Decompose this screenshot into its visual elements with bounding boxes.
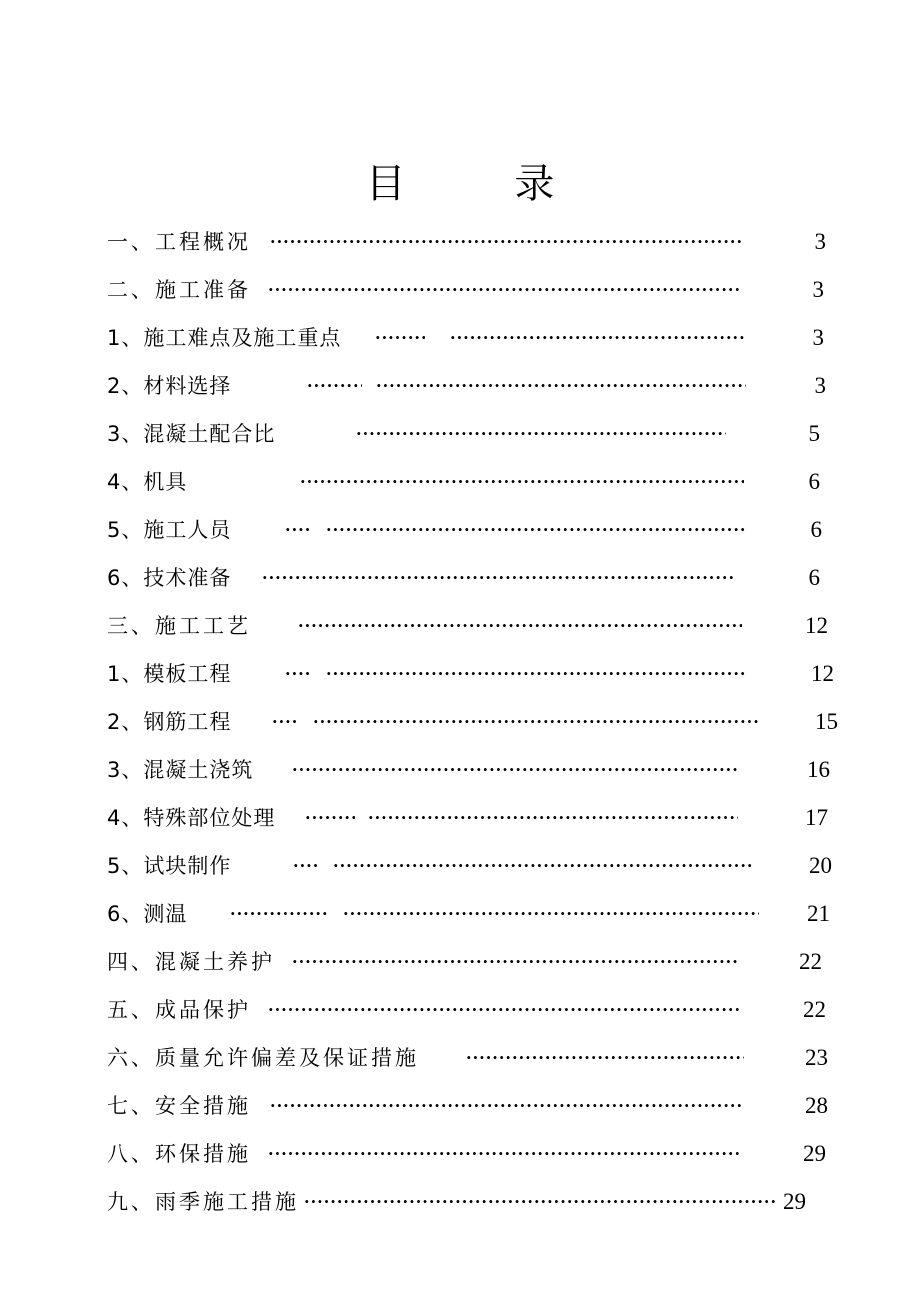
dot-leader	[293, 846, 319, 886]
toc-entry-page: 16	[807, 757, 830, 782]
toc-entry-page: 3	[812, 277, 824, 302]
toc-entry-label: 三、施工工艺	[107, 614, 251, 638]
toc-entry-page: 15	[815, 709, 838, 734]
toc-entry[interactable]	[0, 798, 920, 838]
dot-leader	[270, 1086, 742, 1126]
dot-leader	[285, 510, 311, 550]
toc-entry-label: 2、材料选择	[107, 374, 232, 398]
toc-entry[interactable]	[0, 222, 920, 262]
toc-entry-page: 28	[805, 1093, 828, 1118]
toc-entry[interactable]	[0, 270, 920, 310]
toc-entry-page: 23	[805, 1045, 828, 1070]
toc-entry-page: 6	[808, 565, 820, 590]
dot-leader	[292, 750, 738, 790]
toc-entry-label: 4、特殊部位处理	[107, 806, 276, 830]
toc-entry-page: 5	[808, 421, 820, 446]
toc-entry-page: 17	[805, 805, 828, 830]
dot-leader	[230, 894, 328, 934]
dot-leader	[300, 462, 744, 502]
dot-leader	[304, 1182, 778, 1222]
toc-entry-label: 5、试块制作	[107, 854, 232, 878]
toc-entry-label: 六、质量允许偏差及保证措施	[107, 1046, 419, 1070]
toc-entry[interactable]	[0, 606, 920, 646]
toc-entry-page: 29	[783, 1189, 806, 1214]
toc-entry-label: 3、混凝土浇筑	[107, 758, 254, 782]
dot-leader	[285, 654, 311, 694]
toc-entry-label: 七、安全措施	[107, 1094, 251, 1118]
toc-entry[interactable]	[0, 654, 920, 694]
toc-entry-page: 20	[809, 853, 832, 878]
dot-leader	[356, 414, 726, 454]
toc-entry-label: 1、施工难点及施工重点	[107, 326, 342, 350]
dot-leader	[313, 702, 761, 742]
toc-entry[interactable]	[0, 750, 920, 790]
toc-entry-page: 3	[812, 325, 824, 350]
toc-entry[interactable]	[0, 414, 920, 454]
dot-leader	[262, 558, 736, 598]
toc-entry-label: 6、测温	[107, 902, 188, 926]
dot-leader	[305, 798, 355, 838]
toc-entry-page: 29	[803, 1141, 826, 1166]
dot-leader	[326, 654, 746, 694]
page-title: 目 录	[365, 161, 603, 207]
toc-entry-page: 21	[807, 901, 830, 926]
dot-leader	[333, 846, 753, 886]
toc-entry-label: 4、机具	[107, 470, 188, 494]
toc-entry-page: 12	[805, 613, 828, 638]
toc-entry-page: 3	[814, 229, 826, 254]
toc-entry-label: 五、成品保护	[107, 998, 251, 1022]
dot-leader	[307, 366, 362, 406]
toc-entry-page: 22	[799, 949, 822, 974]
dot-leader	[343, 894, 759, 934]
toc-entry-label: 5、施工人员	[107, 518, 232, 542]
dot-leader	[450, 318, 746, 358]
dot-leader	[268, 990, 740, 1030]
toc-entry-label: 6、技术准备	[107, 566, 232, 590]
toc-entry[interactable]	[0, 318, 920, 358]
dot-leader	[268, 270, 740, 310]
dot-leader	[270, 222, 742, 262]
dot-leader	[326, 510, 746, 550]
dot-leader	[292, 942, 738, 982]
toc-entry-page: 6	[810, 517, 822, 542]
toc-entry[interactable]	[0, 1182, 920, 1222]
toc-entry[interactable]	[0, 366, 920, 406]
toc-entry[interactable]	[0, 702, 920, 742]
toc-entry-label: 二、施工准备	[107, 278, 251, 302]
toc-entry[interactable]	[0, 894, 920, 934]
toc-entry[interactable]	[0, 942, 920, 982]
toc-entry[interactable]	[0, 846, 920, 886]
toc-entry[interactable]	[0, 558, 920, 598]
dot-leader	[298, 606, 742, 646]
toc-entry-label: 四、混凝土养护	[107, 950, 275, 974]
toc-entry-page: 12	[811, 661, 834, 686]
toc-entry-label: 一、工程概况	[107, 230, 251, 254]
toc-entry-page: 6	[808, 469, 820, 494]
toc-entry-page: 3	[814, 373, 826, 398]
dot-leader	[368, 798, 738, 838]
toc-entry-page: 22	[803, 997, 826, 1022]
dot-leader	[376, 366, 746, 406]
toc-entry-label: 1、模板工程	[107, 662, 232, 686]
dot-leader	[375, 318, 425, 358]
toc-entry-label: 3、混凝土配合比	[107, 422, 276, 446]
dot-leader	[268, 1134, 740, 1174]
toc-entry-label: 2、钢筋工程	[107, 710, 232, 734]
toc-entry-label: 九、雨季施工措施	[107, 1190, 299, 1214]
toc-entry[interactable]	[0, 1038, 920, 1078]
toc-entry[interactable]	[0, 1134, 920, 1174]
toc-entry-label: 八、环保措施	[107, 1142, 251, 1166]
dot-leader	[272, 702, 298, 742]
toc-entry[interactable]	[0, 510, 920, 550]
toc-entry[interactable]	[0, 1086, 920, 1126]
dot-leader	[466, 1038, 744, 1078]
toc-entry[interactable]	[0, 990, 920, 1030]
toc-entry[interactable]	[0, 462, 920, 502]
